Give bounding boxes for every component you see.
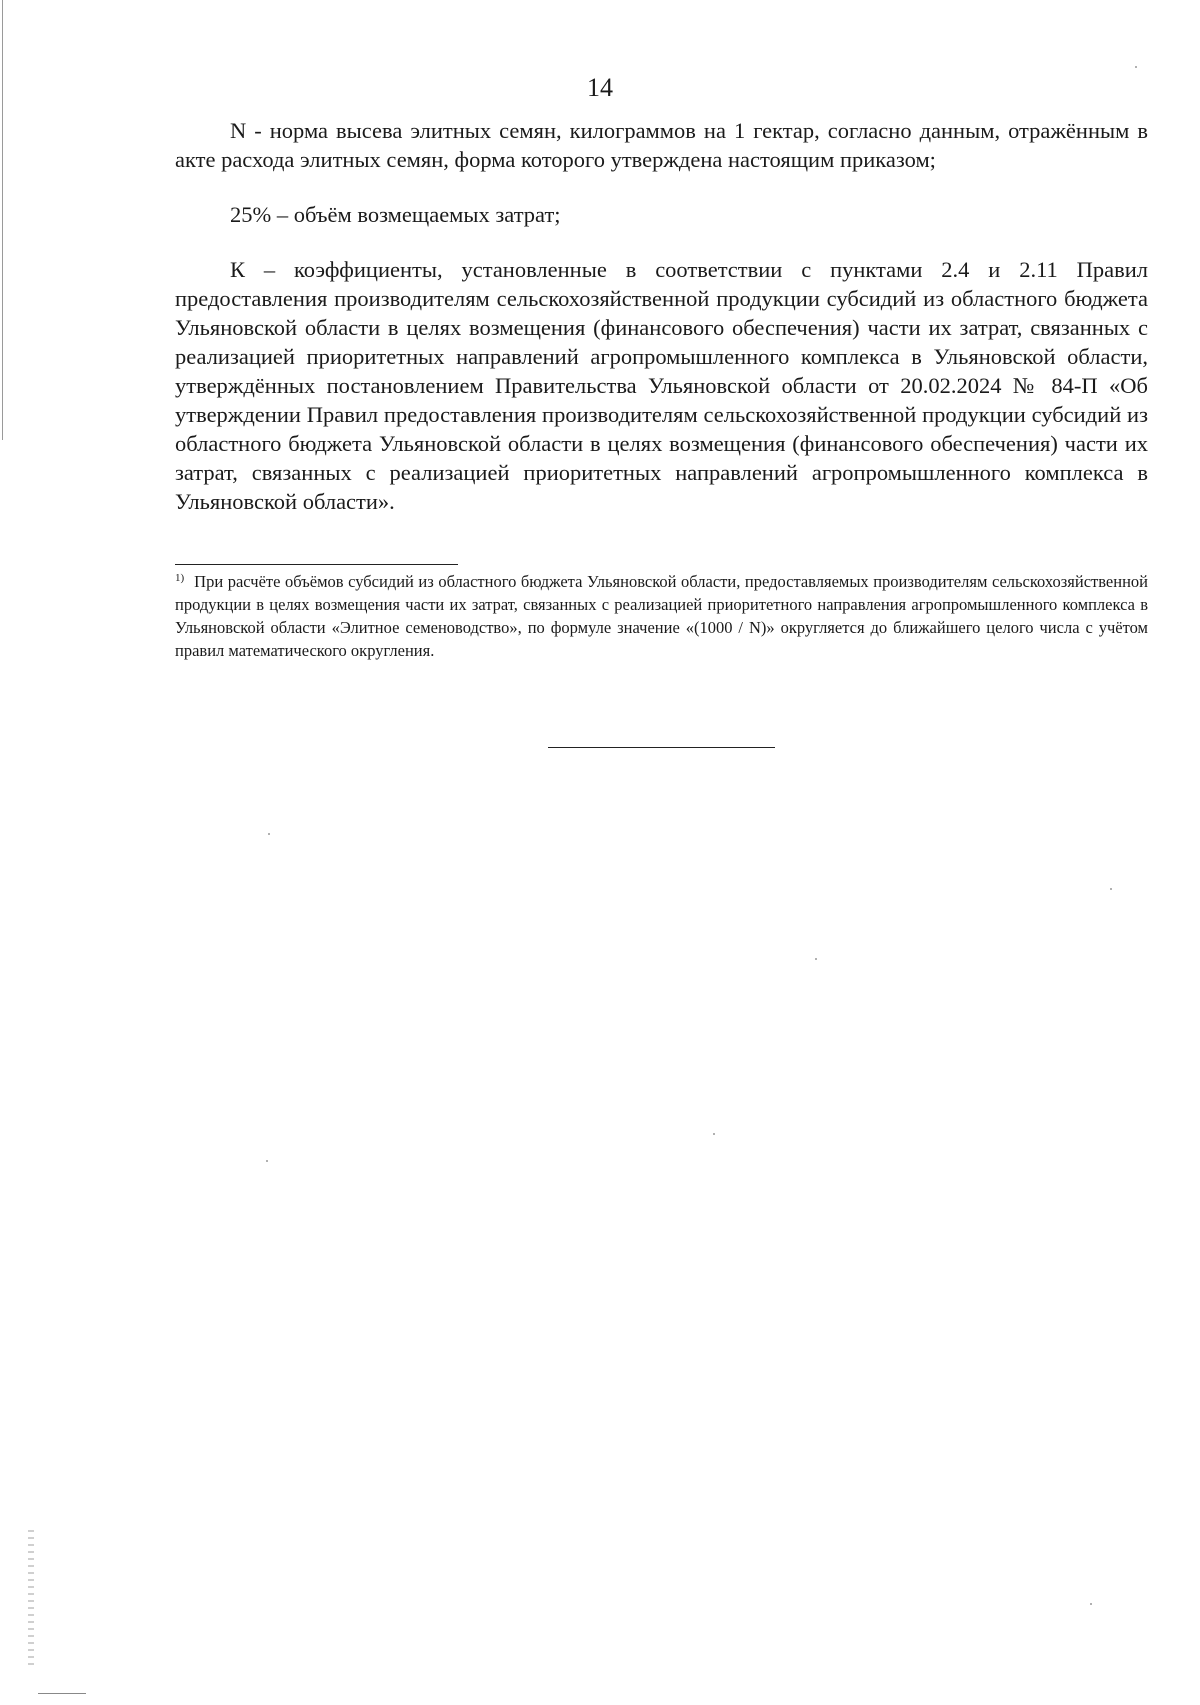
footnote-text: При расчёте объёмов субсидий из областного бюджета Ульяновской области, предоставляемых производителям сельскохозяйственной продукции в целях возмещения части их затрат, связанных с реализацией приоритетного направления агропромышленного комплекса в Ульяновской области «Элитное семеноводство», по формуле значение «(1000 / N)» округляется до ближайшего целого числа с учётом правил математического округления. — [175, 572, 1148, 660]
scan-speck — [266, 1160, 268, 1162]
scan-speck — [1110, 888, 1112, 890]
scan-left-edge — [2, 0, 3, 440]
page-number: 14 — [587, 73, 613, 102]
scan-binding-noise — [28, 1530, 34, 1670]
paragraph-n-definition: N - норма высева элитных семян, килограммов на 1 гектар, согласно данным, отражённым в акте расхода элитных семян, форма которого утверждена настоящим приказом; — [175, 118, 1148, 172]
paragraph-k-definition: К – коэффициенты, установленные в соответствии с пунктами 2.4 и 2.11 Правил предоставления производителям сельскохозяйственной продукции субсидий из областного бюджета Ульяновской области в целях возмещения (финансового обеспечения) части их затрат, связанных с реализацией приоритетных направлений агропромышленного комплекса в Ульяновской области, утверждённых постановлением Правительства Ульяновской области от 20.02.2024 № 84-П «Об утверждении Правил предоставления производителям сельскохозяйственной продукции субсидий из областного бюджета Ульяновской области в целях возмещения (финансового обеспечения) части их затрат, связанных с реализацией приоритетных направлений агропромышленного комплекса в Ульяновской области». — [175, 257, 1148, 514]
document-end-rule — [548, 747, 775, 748]
scan-corner-mark — [38, 1693, 86, 1694]
scan-speck — [1135, 66, 1137, 68]
paragraph-percent-definition: 25% – объём возмещаемых затрат; — [230, 202, 561, 227]
scan-speck — [1090, 1603, 1092, 1605]
scan-speck — [815, 958, 817, 960]
scan-speck — [268, 833, 270, 835]
footnote-separator — [175, 564, 458, 565]
footnote — [175, 570, 1148, 662]
scan-speck — [713, 1133, 715, 1135]
footnote-marker: 1) — [175, 571, 185, 584]
